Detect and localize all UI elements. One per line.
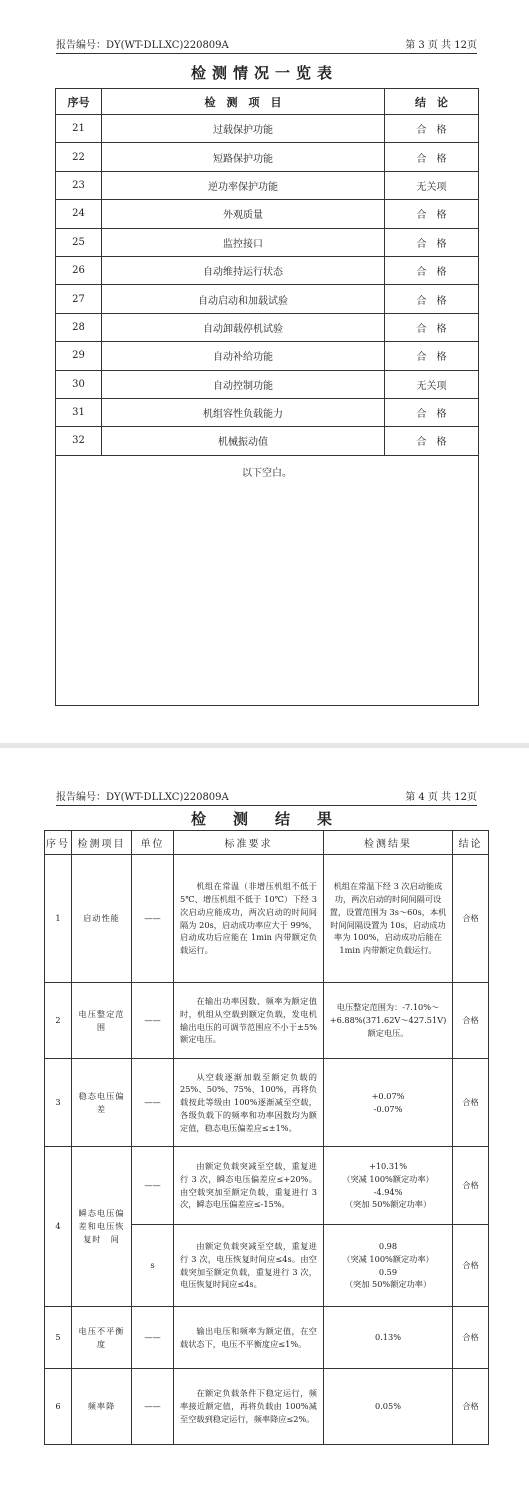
- row-requirement: 输出电压和频率为额定值，在空载状态下，电压不平衡度应≤1%。: [174, 1307, 324, 1369]
- report-number: 报告编号：DY(WT-DLLXC)220809A: [56, 40, 229, 51]
- report-number: 报告编号：DY(WT-DLLXC)220809A: [56, 792, 229, 803]
- page-number: 第 3 页 共 12页: [405, 40, 477, 51]
- row-seq: 6: [45, 1369, 72, 1445]
- table-row: [45, 983, 489, 1059]
- row-item: 机械振动值: [102, 427, 385, 455]
- page-number: 第 4 页 共 12页: [405, 792, 477, 803]
- row-conclusion: 合 格: [385, 313, 479, 341]
- table-header-row: [45, 831, 489, 855]
- row-conclusion: 合 格: [385, 115, 479, 143]
- row-seq: 32: [56, 427, 102, 455]
- row-result: 机组在常温下经 3 次启动能成功，两次启动的时间间隔可设置，设置范围为 3s～60s，本机时间间隔设置为 10s，启动成功率为 100%，启动成功后能在 1min 内带额定负载运行。: [324, 855, 453, 983]
- row-conclusion: 合 格: [385, 398, 479, 426]
- row-item: 稳态电压偏 差: [72, 1059, 132, 1147]
- table-row: [56, 285, 479, 313]
- row-seq: 22: [56, 143, 102, 171]
- row-unit: s: [132, 1225, 174, 1307]
- row-unit: ——: [132, 1147, 174, 1225]
- header-seq: 序号: [56, 89, 102, 115]
- table-row: [45, 1059, 489, 1147]
- row-seq: 30: [56, 370, 102, 398]
- table-row: [56, 256, 479, 284]
- table-row: [56, 370, 479, 398]
- row-seq: 1: [45, 855, 72, 983]
- table-row: [45, 1147, 489, 1225]
- row-result: +10.31% （突减 100%额定功率） -4.94% （突加 50%额定功率）: [324, 1147, 453, 1225]
- row-requirement: 在输出功率因数、频率为额定值时，机组从空载到额定负载，发电机输出电压的可调节范围应不小于±5%额定电压。: [174, 983, 324, 1059]
- row-unit: ——: [132, 1369, 174, 1445]
- row-requirement: 在额定负载条件下稳定运行，频率接近额定值，再将负载由 100%减至空载到稳定运行，频率降应≤2%。: [174, 1369, 324, 1445]
- row-item: 短路保护功能: [102, 143, 385, 171]
- row-item: 逆功率保护功能: [102, 171, 385, 199]
- table-row: [56, 200, 479, 228]
- row-requirement: 由额定负载突减至空载，重复进行 3 次，电压恢复时间应≤4s。由空载突加至额定负载，重复进行 3 次，电压恢复时间应≤4s。: [174, 1225, 324, 1307]
- row-seq: 28: [56, 313, 102, 341]
- table-row: [45, 1307, 489, 1369]
- row-seq: 2: [45, 983, 72, 1059]
- report-page-4: [0, 748, 529, 1500]
- header-item: 检测项目: [72, 831, 132, 855]
- blank-row: [56, 455, 479, 705]
- page-header: [56, 38, 477, 54]
- row-conclusion: 合 格: [385, 427, 479, 455]
- header-unit: 单位: [132, 831, 174, 855]
- table-row: [45, 855, 489, 983]
- row-requirement: 从空载逐渐加载至额定负载的 25%、50%、75%、100%，再将负载按此等级由 100%逐渐减至空载，各级负载下的频率和功率因数均为额定值，稳态电压偏差应≤±1%。: [174, 1059, 324, 1147]
- row-result: 0.05%: [324, 1369, 453, 1445]
- page-header: [56, 790, 477, 806]
- page-title: 检测情况一览表: [190, 64, 338, 82]
- row-seq: 5: [45, 1307, 72, 1369]
- table-row: [56, 171, 479, 199]
- table-row: [56, 115, 479, 143]
- row-requirement: 机组在常温（非增压机组不低于 5℃、增压机组不低于 10℃）下经 3 次启动应能成功，两次启动的时间间隔为 20s，启动成功率应大于 99%，启动成功后应能在 1min 内带额定负载运行。: [174, 855, 324, 983]
- row-item: 电压不平衡 度: [72, 1307, 132, 1369]
- header-item: 检 测 项 目: [102, 89, 385, 115]
- table-row: [56, 228, 479, 256]
- row-item: 监控接口: [102, 228, 385, 256]
- table-header-row: [56, 89, 479, 115]
- row-conclusion: 合格: [453, 1147, 489, 1225]
- row-item: 自动控制功能: [102, 370, 385, 398]
- table-row: [56, 427, 479, 455]
- row-conclusion: 无关项: [385, 370, 479, 398]
- row-seq: 23: [56, 171, 102, 199]
- row-result: 0.98 （突减 100%额定功率） 0.59 （突加 50%额定功率）: [324, 1225, 453, 1307]
- row-conclusion: 合格: [453, 983, 489, 1059]
- table-row: [56, 398, 479, 426]
- table-row: [56, 313, 479, 341]
- row-item: 电压整定范 围: [72, 983, 132, 1059]
- row-conclusion: 合 格: [385, 342, 479, 370]
- row-conclusion: 合 格: [385, 256, 479, 284]
- inspection-results-table: [44, 830, 489, 1445]
- row-conclusion: 合 格: [385, 285, 479, 313]
- row-conclusion: 合格: [453, 1369, 489, 1445]
- blank-note: 以下空白。: [56, 455, 479, 705]
- inspection-summary-table: [55, 88, 479, 706]
- row-unit: ——: [132, 983, 174, 1059]
- row-item: 自动维持运行状态: [102, 256, 385, 284]
- row-seq: 31: [56, 398, 102, 426]
- row-item: 启动性能: [72, 855, 132, 983]
- row-conclusion: 合 格: [385, 200, 479, 228]
- header-conclusion: 结 论: [385, 89, 479, 115]
- row-seq: 25: [56, 228, 102, 256]
- row-item: 频率降: [72, 1369, 132, 1445]
- header-conclusion: 结论: [453, 831, 489, 855]
- row-unit: ——: [132, 1307, 174, 1369]
- table-row: [56, 143, 479, 171]
- header-seq: 序号: [45, 831, 72, 855]
- row-result: 电压整定范围为：-7.10%～+6.88%(371.62V～427.51V)额定电压。: [324, 983, 453, 1059]
- row-seq: 26: [56, 256, 102, 284]
- row-conclusion: 合 格: [385, 143, 479, 171]
- row-conclusion: 合格: [453, 1059, 489, 1147]
- row-item: 机组容性负载能力: [102, 398, 385, 426]
- header-result: 检测结果: [324, 831, 453, 855]
- row-item: 自动卸载停机试验: [102, 313, 385, 341]
- row-requirement: 由额定负载突减至空载，重复进行 3 次，瞬态电压偏差应≤+20%。由空载突加至额定负载，重复进行 3 次，瞬态电压偏差应≤-15%。: [174, 1147, 324, 1225]
- row-item: 自动补给功能: [102, 342, 385, 370]
- row-unit: ——: [132, 855, 174, 983]
- row-item: 自动启动和加载试验: [102, 285, 385, 313]
- header-requirement: 标准要求: [174, 831, 324, 855]
- table-row: [56, 342, 479, 370]
- row-seq: 21: [56, 115, 102, 143]
- row-conclusion: 合 格: [385, 228, 479, 256]
- row-seq: 24: [56, 200, 102, 228]
- row-seq: 27: [56, 285, 102, 313]
- row-conclusion: 合格: [453, 855, 489, 983]
- table-row: [45, 1369, 489, 1445]
- row-conclusion: 合格: [453, 1307, 489, 1369]
- row-item: 过载保护功能: [102, 115, 385, 143]
- row-seq: 29: [56, 342, 102, 370]
- row-seq: 4: [45, 1147, 72, 1307]
- row-result: 0.13%: [324, 1307, 453, 1369]
- report-page-3: [0, 0, 529, 748]
- row-item: 外观质量: [102, 200, 385, 228]
- row-conclusion: 无关项: [385, 171, 479, 199]
- row-item: 瞬态电压偏差和电压恢复时 间: [72, 1147, 132, 1307]
- row-seq: 3: [45, 1059, 72, 1147]
- page-title: 检 测 结 果: [190, 810, 338, 828]
- row-result: +0.07% -0.07%: [324, 1059, 453, 1147]
- row-unit: ——: [132, 1059, 174, 1147]
- row-conclusion: 合格: [453, 1225, 489, 1307]
